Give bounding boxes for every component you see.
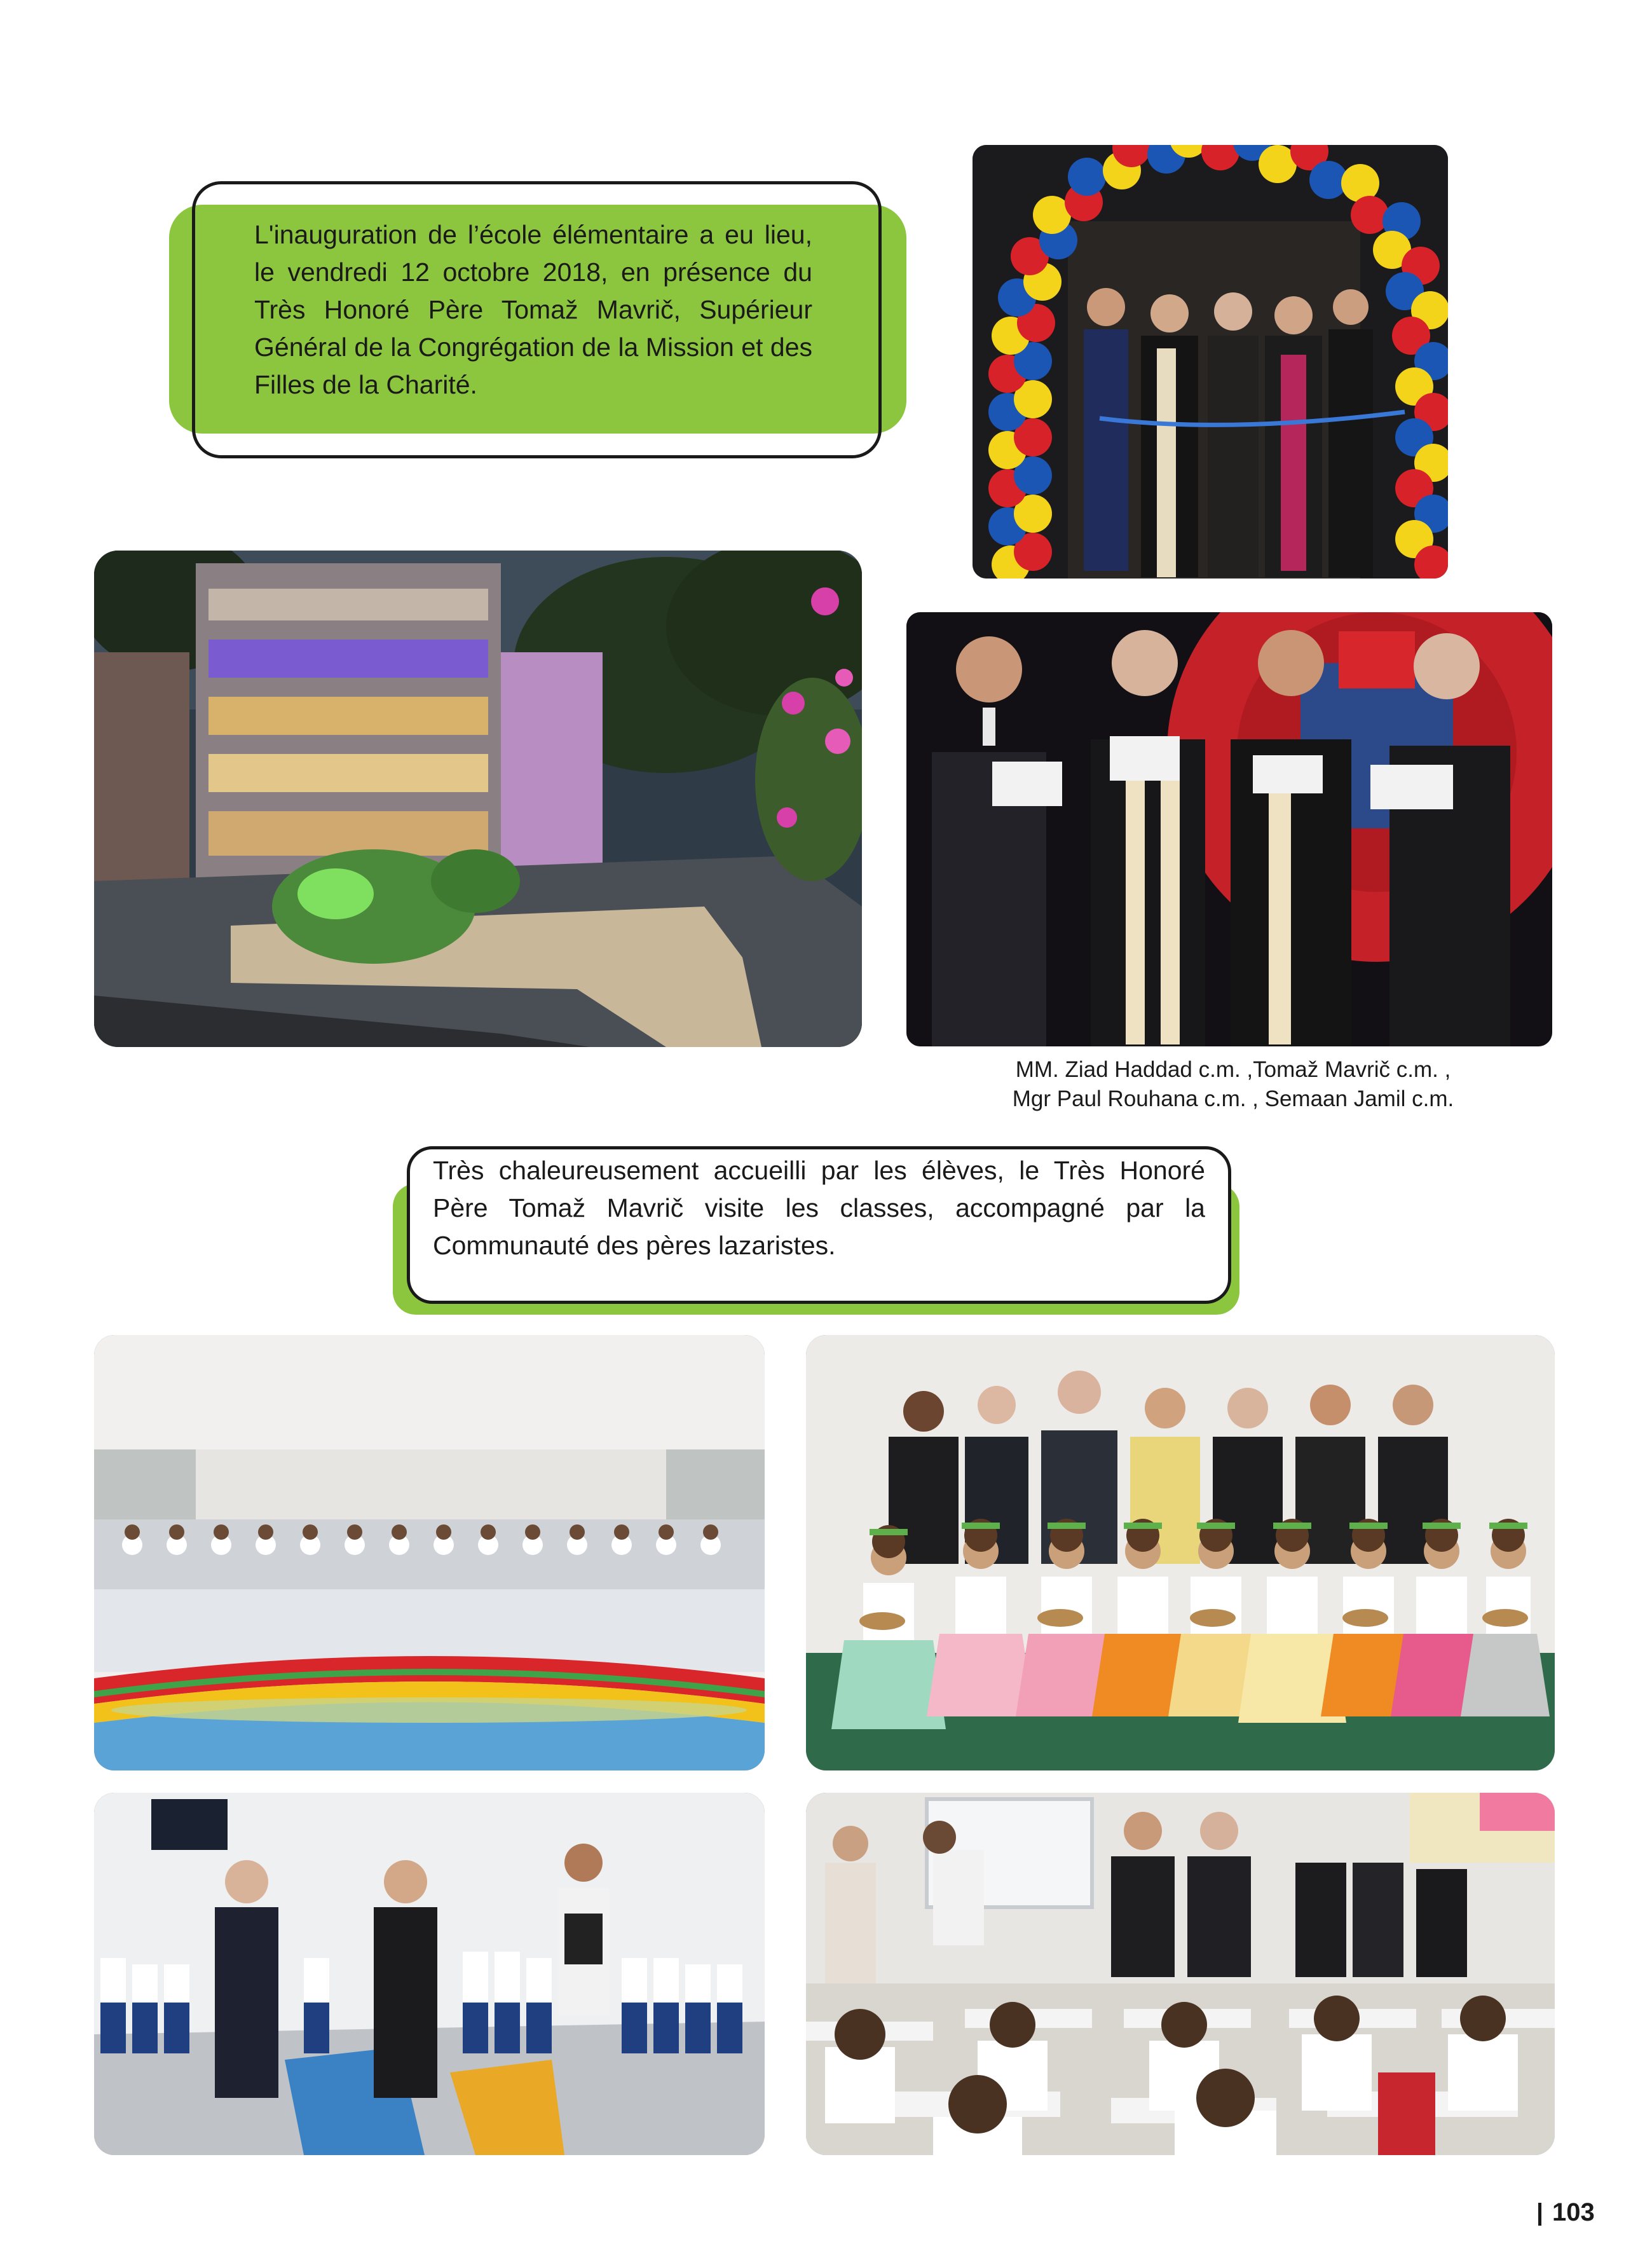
photo-girls-dance: [806, 1335, 1555, 1770]
caption-line-1: MM. Ziad Haddad c.m. ,Tomaž Mavrič c.m. ,: [1015, 1057, 1451, 1082]
page-number: 103: [1552, 2198, 1595, 2226]
photo-caption: [966, 1055, 1500, 1114]
photo-school-building: [94, 551, 862, 1047]
photo-classroom-visit: [806, 1793, 1555, 2155]
photo-hallway-welcome: [94, 1793, 765, 2155]
photo-students-assembly: [94, 1335, 765, 1770]
callout-top-text: L'inauguration de l’école élémentaire a eu lieu, le vendredi 12 octobre 2018, en présence du Très Honoré Père Tomaž Mavrič, Supérieur Général de la Congrégation de la Mission et des Filles de la Charité.: [254, 220, 812, 399]
callout-middle-text: Très chaleureusement accueilli par les élèves, le Très Honoré Père Tomaž Mavrič visite les classes, accompagné par la Communauté des pères lazaristes.: [433, 1156, 1205, 1260]
photo-ribbon-cutting: [973, 145, 1448, 579]
caption-line-2: Mgr Paul Rouhana c.m. , Semaan Jamil c.m.: [1012, 1086, 1454, 1111]
photo-priests-reading: [906, 612, 1552, 1046]
page-number-divider: [1538, 2203, 1541, 2226]
